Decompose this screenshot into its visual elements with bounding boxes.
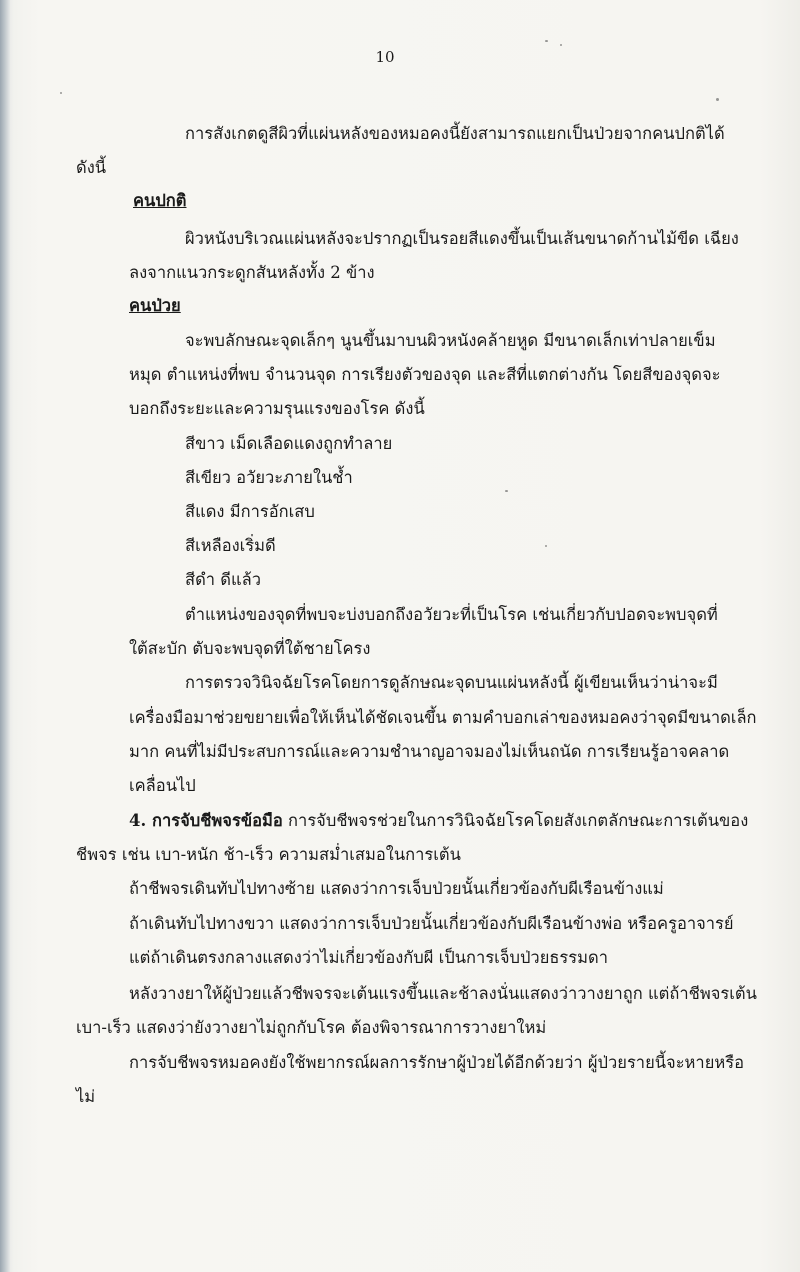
color-item-red: สีแดง มีการอักเสบ [185,502,315,521]
color-item-white: สีขาว เม็ดเลือดแดงถูกทำลาย [185,434,393,453]
patient-line-1: จะพบลักษณะจุดเล็กๆ นูนขึ้นมาบนผิวหนังคล้ายหูด มีขนาดเล็กเท่าปลายเข็ม [185,331,716,350]
heading-patient: คนป่วย [129,296,181,315]
normal-line-1: ผิวหนังบริเวณแผ่นหลังจะปรากฏเป็นรอยสีแดงขึ้นเป็นเส้นขนาดก้านไม้ขีด เฉียง [185,229,739,248]
color-item-black: สีดำ ดีแล้ว [185,570,262,589]
scan-speck [545,40,548,42]
scan-speck [716,98,719,101]
diagnosis-line-2: เครื่องมือมาช่วยขยายเพื่อให้เห็นได้ชัดเจนขึ้น ตามคำบอกเล่าของหมอคงว่าจุดมีขนาดเล็ก [129,708,757,727]
pulse-left-line: ถ้าชีพจรเดินทับไปทางซ้าย แสดงว่าการเจ็บป่วยนั้นเกี่ยวข้องกับผีเรือนข้างแม่ [129,879,664,898]
position-line-2: ใต้สะบัก ตับจะพบจุดที่ใต้ชายโครง [129,639,371,658]
pulse-line-1-text: การจับชีพจรช่วยในการวินิจฉัยโรคโดยสังเกตลักษณะการเต้นของ [282,811,749,830]
intro-line-1: การสังเกตดูสีผิวที่แผ่นหลังของหมอคงนี้ยังสามารถแยกเป็นป่วยจากคนปกติได้ [185,124,725,143]
diagnosis-line-3: มาก คนที่ไม่มีประสบการณ์และความชำนาญอาจมองไม่เห็นถนัด การเรียนรู้อาจคลาด [129,742,730,761]
pulse-line-2: ชีพจร เช่น เบา-หนัก ช้า-เร็ว ความสม่ำเสมอในการเต้น [76,845,461,864]
heading-normal: คนปกติ [133,191,187,210]
patient-line-3: บอกถึงระยะและความรุนแรงของโรค ดังนี้ [129,399,425,418]
pulse-predict-line-1: การจับชีพจรหมอคงยังใช้พยากรณ์ผลการรักษาผู้ป่วยได้อีกด้วยว่า ผู้ป่วยรายนี้จะหายหรือ [129,1053,745,1072]
pulse-right-line: ถ้าเดินทับไปทางขวา แสดงว่าการเจ็บป่วยนั้นเกี่ยวข้องกับผีเรือนข้างพ่อ หรือครูอาจารย์ [129,914,734,933]
pulse-line-1 [129,809,748,833]
scan-speck [60,92,62,94]
diagnosis-line-4: เคลื่อนไป [129,776,196,795]
heading-pulse: 4. การจับชีพจรข้อมือ [129,811,283,830]
binding-shadow [0,0,10,1272]
intro-line-2: ดังนี้ [76,158,107,177]
normal-line-2: ลงจากแนวกระดูกสันหลังทั้ง 2 ข้าง [129,263,375,282]
pulse-after-line-2: เบา-เร็ว แสดงว่ายังวางยาไม่ถูกกับโรค ต้องพิจารณาการวางยาใหม่ [76,1018,547,1037]
diagnosis-line-1: การตรวจวินิจฉัยโรคโดยการดูลักษณะจุดบนแผ่นหลังนี้ ผู้เขียนเห็นว่าน่าจะมี [185,673,718,692]
scan-speck [560,44,562,46]
color-item-yellow: สีเหลืองเริ่มดี [185,536,276,555]
scan-speck [545,545,547,547]
position-line-1: ตำแหน่งของจุดที่พบจะบ่งบอกถึงอวัยวะที่เป็นโรค เช่นเกี่ยวกับปอดจะพบจุดที่ [185,605,718,624]
scan-speck [505,490,508,492]
page-number: 10 [375,48,395,66]
pulse-center-line: แต่ถ้าเดินตรงกลางแสดงว่าไม่เกี่ยวข้องกับผี เป็นการเจ็บป่วยธรรมดา [129,948,609,967]
patient-line-2: หมุด ตำแหน่งที่พบ จำนวนจุด การเรียงตัวของจุด และสีที่แตกต่างกัน โดยสีของจุดจะ [129,365,721,384]
pulse-predict-line-2: ไม่ [76,1087,96,1106]
color-item-green: สีเขียว อวัยวะภายในช้ำ [185,468,353,487]
pulse-after-line-1: หลังวางยาให้ผู้ป่วยแล้วชีพจรจะเต้นแรงขึ้นและช้าลงนั่นแสดงว่าวางยาถูก แต่ถ้าชีพจรเต้น [129,984,757,1003]
